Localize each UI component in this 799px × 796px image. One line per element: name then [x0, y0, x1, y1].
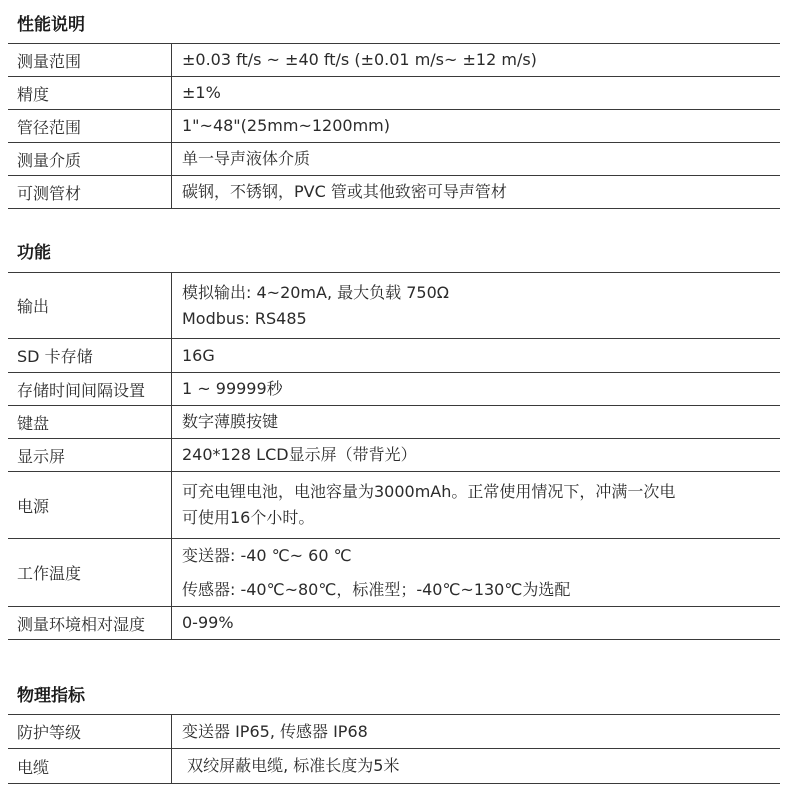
row-label: 防护等级	[8, 715, 172, 748]
row-label: 键盘	[8, 406, 172, 438]
row-label: 显示屏	[8, 439, 172, 471]
table-row	[8, 406, 780, 439]
row-value: ±0.03 ft/s ~ ±40 ft/s (±0.01 m/s~ ±12 m/s)	[182, 50, 537, 69]
row-value: ±1%	[182, 83, 221, 102]
row-label: 测量介质	[8, 143, 172, 175]
row-label: 可测管材	[8, 176, 172, 208]
section-title-functions: 功能	[17, 243, 51, 263]
row-value: 0-99%	[182, 613, 234, 632]
row-value: 变送器: -40 ℃~ 60 ℃ 传感器: -40℃~80℃，标准型；-40℃~130℃为选配	[182, 545, 571, 599]
table-row	[8, 143, 780, 176]
table-row	[8, 439, 780, 472]
row-value: 数字薄膜按键	[182, 412, 279, 431]
row-label: 电缆	[8, 749, 172, 783]
performance-table	[8, 43, 780, 209]
row-label: SD 卡存储	[8, 339, 172, 372]
table-row	[8, 273, 780, 339]
row-value: 240*128 LCD显示屏（带背光）	[182, 445, 417, 464]
row-label: 测量范围	[8, 44, 172, 76]
physical-table	[8, 714, 780, 784]
table-row	[8, 77, 780, 110]
table-row	[8, 749, 780, 784]
table-row	[8, 472, 780, 539]
table-row	[8, 373, 780, 406]
table-row	[8, 715, 780, 749]
table-row	[8, 110, 780, 143]
functions-table	[8, 272, 780, 640]
row-label: 测量环境相对湿度	[8, 607, 172, 639]
row-label: 存储时间间隔设置	[8, 373, 172, 405]
row-value: 可充电锂电池，电池容量为3000mAh。正常使用情况下，冲满一次电 可使用16个小时。	[182, 482, 676, 527]
row-label: 精度	[8, 77, 172, 109]
table-row	[8, 44, 780, 77]
table-row	[8, 339, 780, 373]
section-title-physical: 物理指标	[17, 686, 85, 706]
row-value: 16G	[182, 345, 215, 365]
row-label: 电源	[8, 472, 172, 538]
section-title-performance: 性能说明	[17, 15, 85, 35]
table-row	[8, 607, 780, 640]
row-label: 管径范围	[8, 110, 172, 142]
row-value: 1"~48"(25mm~1200mm)	[182, 116, 390, 135]
row-label: 工作温度	[8, 539, 172, 606]
row-label: 输出	[8, 273, 172, 338]
row-value: 碳钢，不锈钢，PVC 管或其他致密可导声管材	[182, 182, 507, 201]
row-value: 单一导声液体介质	[182, 149, 311, 168]
row-value: 模拟输出: 4~20mA, 最大负载 750Ω Modbus: RS485	[182, 282, 449, 328]
table-row	[8, 176, 780, 209]
row-value: 变送器 IP65, 传感器 IP68	[182, 721, 368, 741]
row-value: 1 ~ 99999秒	[182, 379, 283, 398]
table-row	[8, 539, 780, 607]
row-value: 双绞屏蔽电缆, 标准长度为5米	[182, 756, 400, 775]
